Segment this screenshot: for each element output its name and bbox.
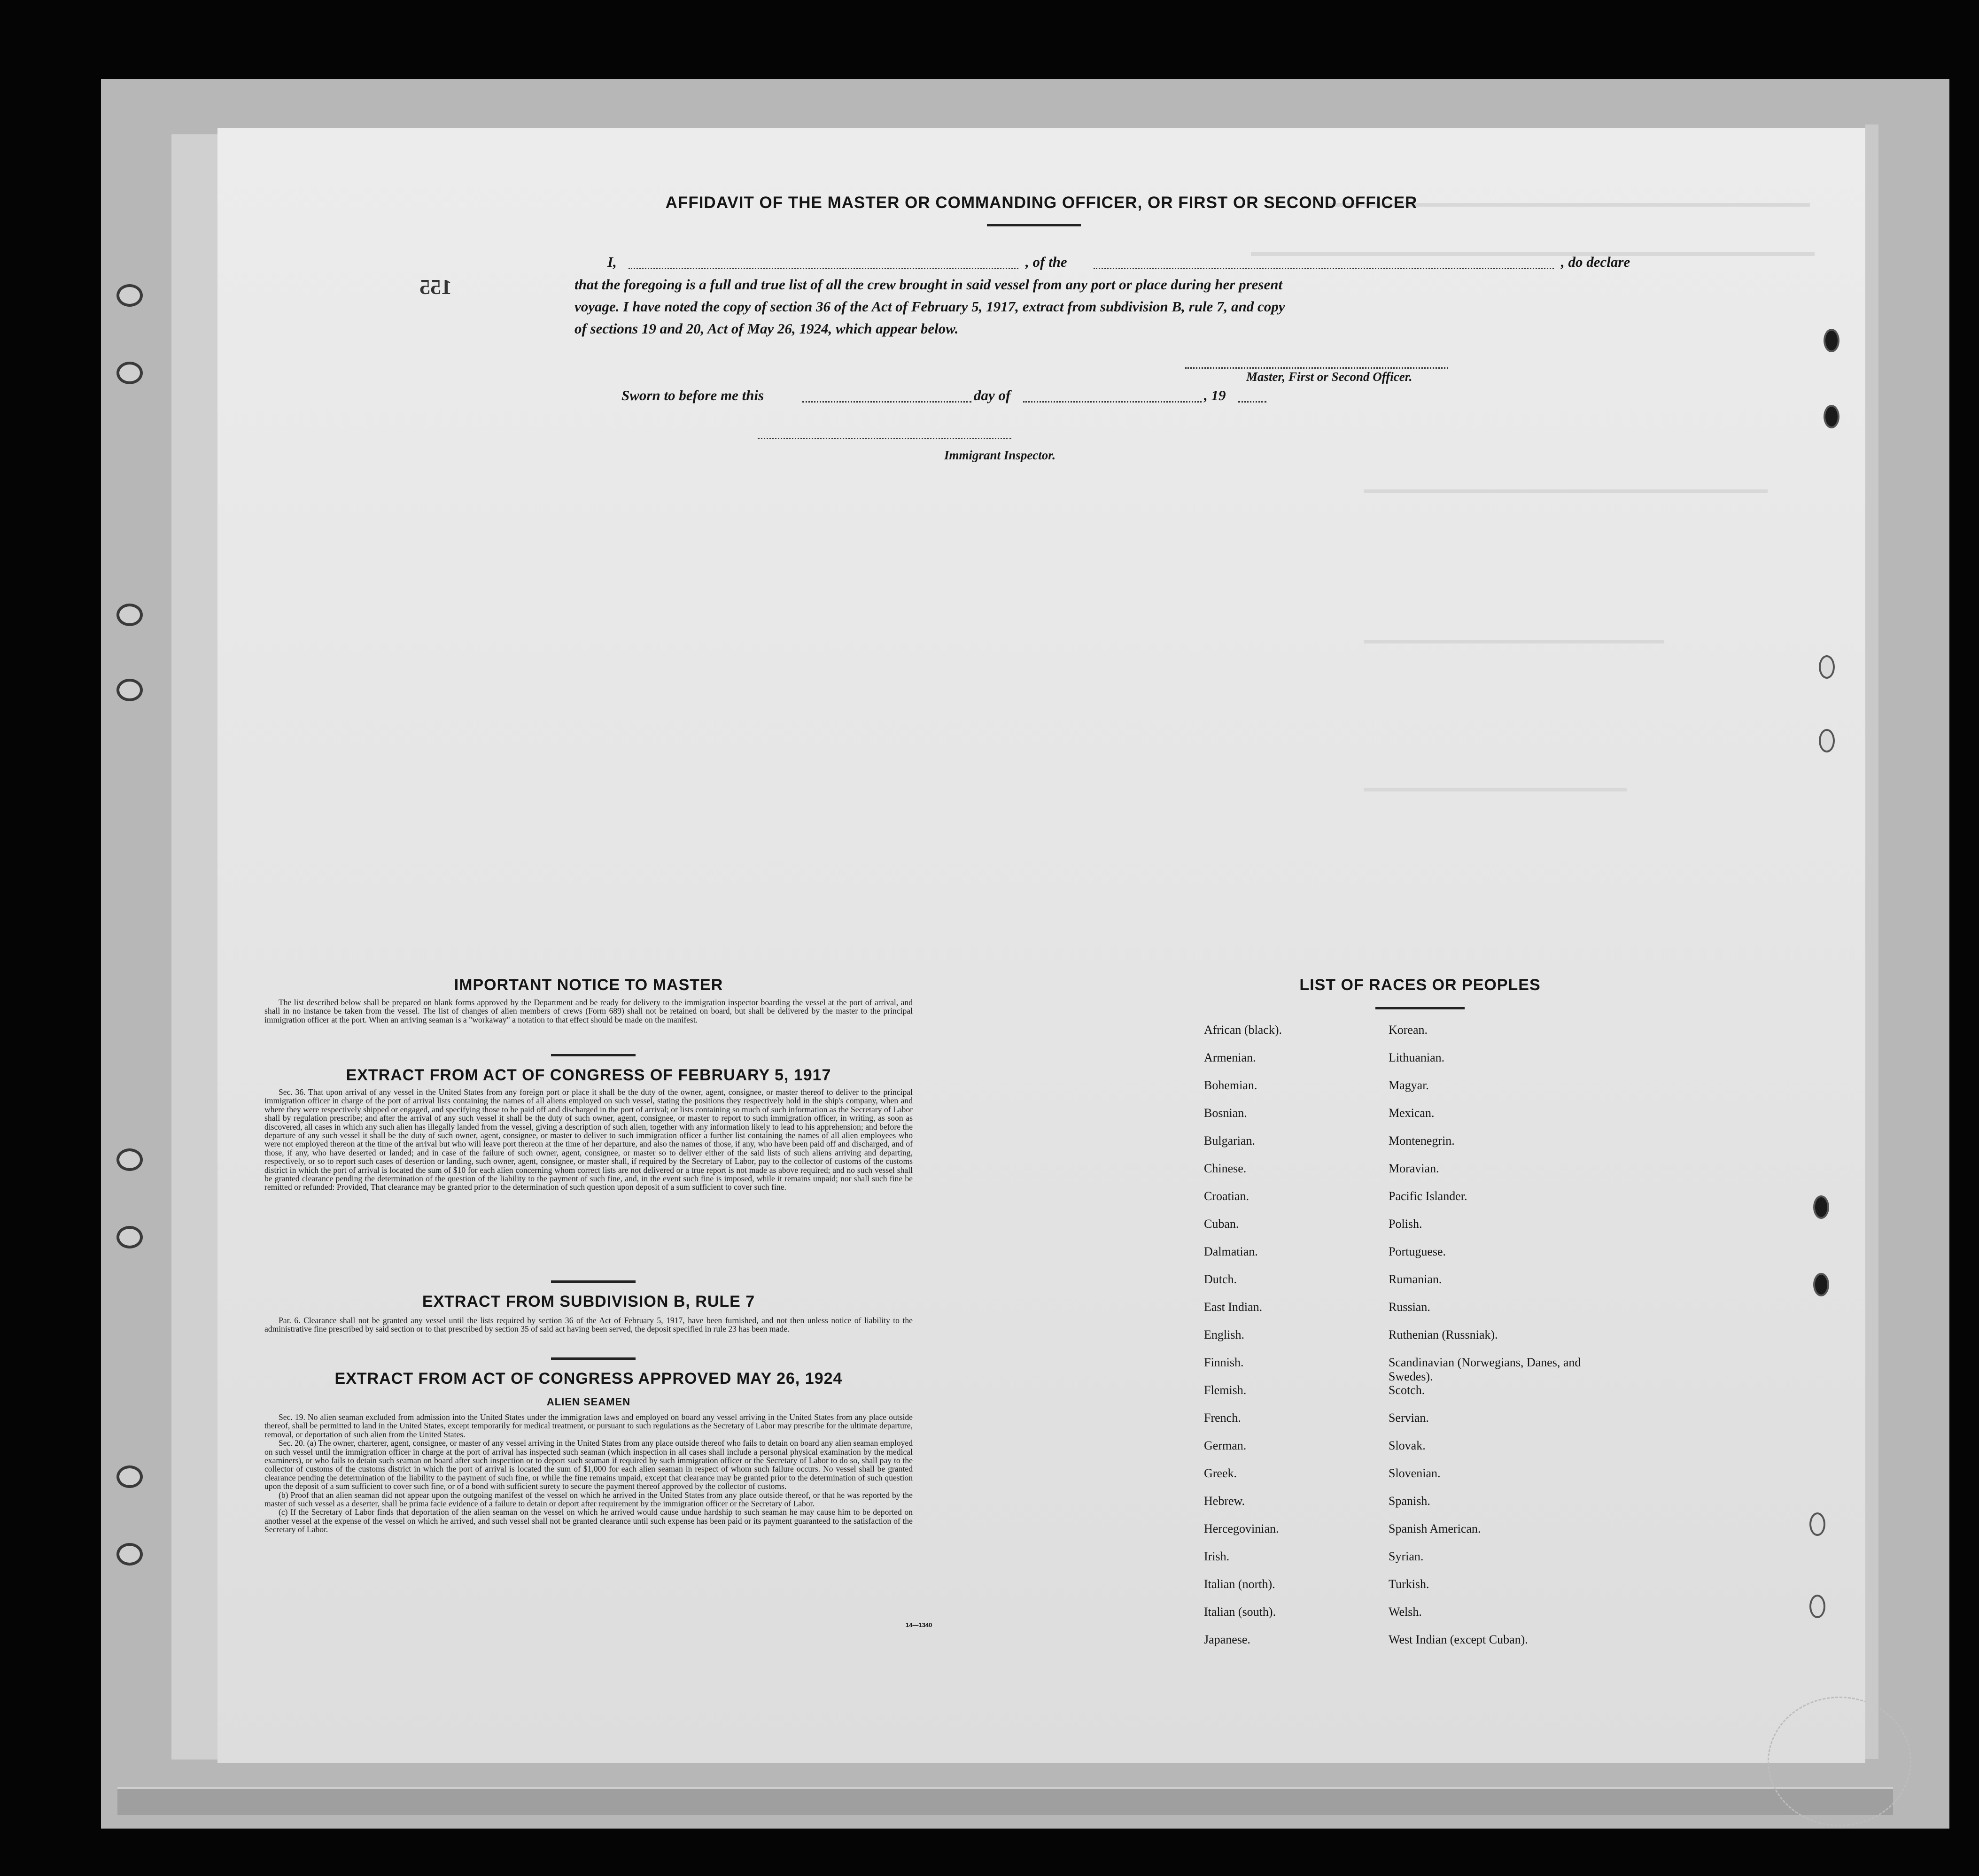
race-item: Finnish. [1204, 1356, 1244, 1369]
notice-paragraph: The list described below shall be prepared on blank forms approved by the Department and be ready for delivery to the immigration inspector boarding the vessel at the port of arrival, and shall in no instance be taken from the vessel. The list of changes of alien members of crews (Form 689) shall not be retained on board, but shall be delivered by the master to the principal immigration officer at the port. When an arriving seaman is a "workaway" a notation to that effect should be made on the manifest. [264, 998, 913, 1024]
binder-hole-icon [116, 1226, 143, 1248]
extract-1924-sec20b: (b) Proof that an alien seaman did not appear upon the outgoing manifest of the vessel on which he arrived in the United States from any place outside thereof, or that he was reported by the master of such vessel as a deserter, shall be prima facie evidence of a failure to detain or deport after requirement by the immigration officer or the Secretary of Labor. [264, 1490, 913, 1509]
punch-hole-icon [1809, 1512, 1825, 1536]
race-item: Chinese. [1204, 1162, 1247, 1175]
race-item: Scotch. [1389, 1383, 1425, 1397]
sworn-day: day of [974, 387, 1011, 403]
extract-1924-sec20a: Sec. 20. (a) The owner, charterer, agent, consignee, or master of any vessel arriving in the United States from any place outside thereof who fails to detain on board any alien seaman employed on such vessel until the immigration officer in charge at the port of arrival has inspected such seaman (which inspection in all cases shall include a personal physical examination by the medical examiners), or who fails to detain such seaman on board after such inspection or to deport such seaman if required by such immigration officer or the Secretary of Labor to do so, shall pay to the collector of customs of the customs district in which the port of arrival is located the sum of $1,000 for each alien seaman in respect of whom such failure occurs. No vessel shall be granted clearance pending the determination of the liability to the payment of such fine, or while the fine remains unpaid, except that clearance may be granted prior to the determination of such question upon the deposit of a sum sufficient to cover such fine, or of a bond with sufficient surety to secure the payment thereof approved by the collector of customs. [264, 1438, 913, 1491]
form-page [217, 128, 1865, 1763]
name-blank[interactable] [629, 268, 1018, 269]
race-item: Hercegovinian. [1204, 1522, 1279, 1535]
race-item: Slovenian. [1389, 1466, 1441, 1480]
extract-1917-text [264, 1088, 913, 1192]
extract-1924-text [264, 1413, 913, 1534]
under-sheet-edge [117, 1787, 1893, 1815]
sworn-month-blank[interactable] [1023, 401, 1202, 403]
race-item: Spanish American. [1389, 1522, 1481, 1535]
notice-text [264, 998, 913, 1024]
sworn-year-blank[interactable] [1238, 401, 1266, 403]
race-item: Russian. [1389, 1300, 1430, 1314]
master-caption: Master, First or Second Officer. [1246, 370, 1412, 384]
race-item: Hebrew. [1204, 1494, 1245, 1508]
extract-1924-sec19: Sec. 19. No alien seaman excluded from admission into the United States under the immigration laws and employed on board any vessel arriving in the United States from any place outside thereof, shall be permitted to land in the United States, except temporarily for medical treatment, or pursuant to such regulations as the Secretary of Labor may prescribe for the ultimate departure, removal, or deportation of such alien from the United States. [264, 1412, 913, 1439]
races-rule [1375, 1007, 1465, 1009]
binder-hole-icon [116, 604, 143, 626]
race-item: Mexican. [1389, 1106, 1435, 1120]
form-number: 14—1340 [906, 1621, 932, 1628]
notice-title: IMPORTANT NOTICE TO MASTER [454, 976, 723, 994]
race-item: English. [1204, 1328, 1244, 1341]
punch-hole-icon [1824, 329, 1839, 352]
extract-rule7-text [264, 1316, 913, 1333]
inspector-caption: Immigrant Inspector. [944, 448, 1056, 462]
races-title: LIST OF RACES OR PEOPLES [1299, 976, 1541, 994]
race-item: Bulgarian. [1204, 1134, 1256, 1147]
punch-hole-icon [1819, 655, 1835, 679]
race-item: Portuguese. [1389, 1245, 1446, 1258]
show-through [1364, 640, 1664, 643]
race-item: Scandinavian (Norwegians, Danes, and Swedes). [1389, 1356, 1581, 1383]
races-column-1 [1204, 1023, 1382, 1660]
inspector-signature-line[interactable] [758, 438, 1011, 439]
affidavit-line-2: that the foregoing is a full and true list of all the crew brought in said vessel from any port or place during her present [574, 276, 1283, 293]
race-item: Moravian. [1389, 1162, 1439, 1175]
affidavit-line-1 [607, 254, 1707, 271]
affidavit-line-4: of sections 19 and 20, Act of May 26, 1924, which appear below. [574, 320, 959, 337]
binder-hole-icon [116, 1148, 143, 1171]
race-item: Welsh. [1389, 1605, 1422, 1619]
binder-hole-icon [116, 362, 143, 384]
faint-stamp [1768, 1697, 1911, 1826]
race-item: Polish. [1389, 1217, 1422, 1231]
page-number: 155 [419, 275, 452, 299]
race-item: German. [1204, 1439, 1247, 1452]
race-item: West Indian (except Cuban). [1389, 1633, 1528, 1646]
race-item: Flemish. [1204, 1383, 1247, 1397]
race-item: Korean. [1389, 1023, 1428, 1037]
race-item: French. [1204, 1411, 1241, 1425]
race-item: Croatian. [1204, 1189, 1249, 1203]
binder-hole-icon [116, 284, 143, 307]
sworn-year: , 19 [1204, 387, 1226, 403]
race-item: Dalmatian. [1204, 1245, 1258, 1258]
binder-hole-icon [116, 1465, 143, 1488]
race-item: East Indian. [1204, 1300, 1263, 1314]
race-item: Bohemian. [1204, 1078, 1257, 1092]
race-item: Ruthenian (Russniak). [1389, 1328, 1498, 1341]
affidavit-declare: , do declare [1561, 254, 1630, 270]
extract-rule7-title: EXTRACT FROM SUBDIVISION B, RULE 7 [422, 1293, 755, 1310]
affidavit-line-3: voyage. I have noted the copy of section 36 of the Act of February 5, 1917, extract from subdivision B, rule 7, and copy [574, 298, 1285, 315]
race-item: Turkish. [1389, 1577, 1429, 1591]
extract-1924-subtitle: ALIEN SEAMEN [546, 1396, 631, 1408]
binder-hole-icon [116, 679, 143, 701]
race-item: Slovak. [1389, 1439, 1426, 1452]
extract-1917-paragraph: Sec. 36. That upon arrival of any vessel in the United States from any foreign port or place it shall be the duty of the owner, agent, consignee, or master thereof to deliver to the principal immigration officer in charge of the port of arrival lists containing the names of all aliens employed on such vessel, stating the positions they respectively hold in the ship's company, when and where they were respectively shipped or engaged, and specifying those to be paid off and discharged in the port of arrival; or lists containing so much of such information as the Secretary of Labor shall by regulation prescribe; and after the arrival of any such vessel it shall be the duty of such owner, agent, consignee, or master to report to such immigration officer, in writing, as soon as discovered, all cases in which any such alien has illegally landed from the vessel, giving a description of such alien, together with any information likely to lead to his apprehension; and before the departure of any such vessel it shall be the duty of such owner, agent, consignee, or master to deliver to such immigration officer a further list containing the names of all alien employees who were not employed thereon at the time of the arrival but who will leave port thereon at the time of her departure, and also the names of those, if any, who have been paid off and discharged, and of those, if any, who have deserted or landed; and in case of the failure of such owner, agent, consignee, or master so to deliver either of the said lists of such aliens arriving and departing, respectively, or so to report such cases of desertion or landing, such owner, agent, consignee, or master shall, if required by the Secretary of Labor, pay to the collector of customs of the customs district in which the port of arrival is located the sum of $10 for each alien concerning whom correct lists are not delivered or a true report is not made as above required; and no such vessel shall be granted clearance pending the determination of the question of the liability to the payment of such fine, and, in the event such fine is imposed, while it remains unpaid; nor shall such fine be remitted or refunded: Provided, That clearance may be granted prior to the determination of such question upon deposit of a sum sufficient to cover such fine. [264, 1087, 913, 1192]
race-item: Syrian. [1389, 1550, 1424, 1563]
punch-hole-icon [1819, 729, 1835, 752]
race-item: Rumanian. [1389, 1272, 1442, 1286]
race-item: Montenegrin. [1389, 1134, 1455, 1147]
title-rule [987, 224, 1081, 226]
binding-strip [171, 134, 220, 1760]
section-rule [551, 1280, 636, 1283]
race-item: Italian (south). [1204, 1605, 1276, 1619]
race-item: Armenian. [1204, 1051, 1256, 1064]
show-through [1364, 489, 1768, 493]
sworn-prefix: Sworn to before me this [621, 387, 764, 403]
extract-1917-title: EXTRACT FROM ACT OF CONGRESS OF FEBRUARY 5, 1917 [346, 1066, 831, 1084]
punch-hole-icon [1824, 405, 1839, 428]
section-rule [551, 1054, 636, 1056]
extract-1924-title: EXTRACT FROM ACT OF CONGRESS APPROVED MAY 26, 1924 [334, 1370, 843, 1388]
races-column-2 [1389, 1023, 1586, 1660]
punch-hole-icon [1813, 1195, 1829, 1219]
race-item: Lithuanian. [1389, 1051, 1445, 1064]
vessel-blank[interactable] [1094, 268, 1554, 269]
binder-hole-icon [116, 1543, 143, 1566]
race-item: Irish. [1204, 1550, 1230, 1563]
extract-rule7-paragraph: Par. 6. Clearance shall not be granted any vessel until the lists required by section 36 of the Act of February 5, 1917, have been furnished, and not then unless notice of liability to the administrative fine prescribed by said section or to that prescribed by section 35 of said act having been served, the deposit specified in rule 23 has been made. [264, 1316, 913, 1334]
race-item: Dutch. [1204, 1272, 1237, 1286]
master-signature-line[interactable] [1185, 367, 1448, 369]
race-item: Magyar. [1389, 1078, 1429, 1092]
race-item: Spanish. [1389, 1494, 1430, 1508]
race-item: Japanese. [1204, 1633, 1250, 1646]
race-item: Servian. [1389, 1411, 1429, 1425]
race-item: Italian (north). [1204, 1577, 1275, 1591]
affidavit-i: I, [607, 254, 617, 270]
show-through [1364, 788, 1627, 791]
section-rule [551, 1357, 636, 1360]
sheet-right-edge [1865, 124, 1878, 1759]
race-item: Bosnian. [1204, 1106, 1247, 1120]
sworn-date-blank[interactable] [802, 401, 971, 403]
punch-hole-icon [1813, 1273, 1829, 1296]
race-item: Greek. [1204, 1466, 1237, 1480]
extract-1924-sec20c: (c) If the Secretary of Labor finds that deportation of the alien seaman on the vessel on which he arrived would cause undue hardship to such seaman he may cause him to be deported on another vessel at the expense of the vessel on which he arrived, and such vessel shall not be granted clearance until such expense has been paid or its payment guaranteed to the satisfaction of the Secretary of Labor. [264, 1507, 913, 1535]
race-item: Cuban. [1204, 1217, 1239, 1231]
affidavit-title: AFFIDAVIT OF THE MASTER OR COMMANDING OFFICER, OR FIRST OR SECOND OFFICER [665, 194, 1418, 212]
affidavit-of-the: , of the [1025, 254, 1067, 270]
punch-hole-icon [1809, 1595, 1825, 1618]
race-item: African (black). [1204, 1023, 1282, 1037]
race-item: Pacific Islander. [1389, 1189, 1467, 1203]
